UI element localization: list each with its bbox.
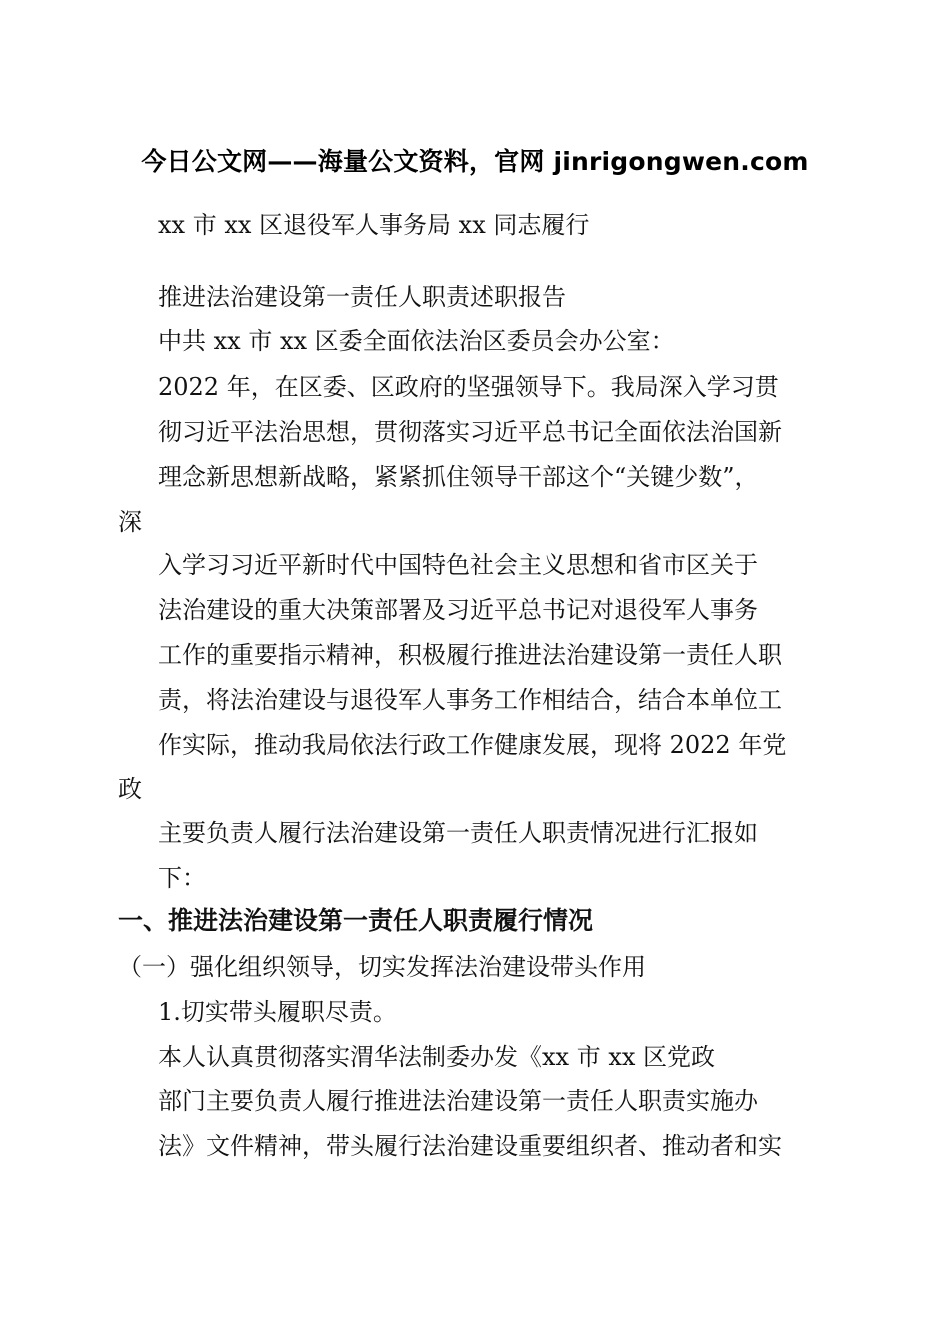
body-line: 本人认真贯彻落实渭华法制委办发《xx 市 xx 区党政 [158, 1043, 716, 1071]
body-line: 部门主要负责人履行推进法治建设第一责任人职责实施办 [158, 1087, 758, 1115]
body-line: 入学习习近平新时代中国特色社会主义思想和省市区关于 [158, 551, 758, 579]
title-line-2: 推进法治建设第一责任人职责述职报告 [158, 283, 566, 311]
body-line: 作实际，推动我局依法行政工作健康发展，现将 2022 年党 [158, 731, 787, 759]
subsection-heading: （一）强化组织领导，切实发挥法治建设带头作用 [118, 953, 646, 981]
body-line: 彻习近平法治思想，贯彻落实习近平总书记全面依法治国新 [158, 418, 782, 446]
body-line: 下： [158, 864, 206, 892]
item-heading: 1.切实带头履职尽责。 [158, 998, 397, 1026]
body-line: 深 [118, 508, 142, 536]
section-heading: 一、推进法治建设第一责任人职责履行情况 [118, 906, 594, 935]
body-line: 主要负责人履行法治建设第一责任人职责情况进行汇报如 [158, 819, 758, 847]
body-line: 政 [118, 775, 142, 803]
site-banner: 今日公文网——海量公文资料，官网 jinrigongwen.com [141, 147, 809, 176]
title-line-1: xx 市 xx 区退役军人事务局 xx 同志履行 [158, 211, 590, 239]
body-line: 责，将法治建设与退役军人事务工作相结合，结合本单位工 [158, 686, 782, 714]
body-line: 理念新思想新战略，紧紧抓住领导干部这个“关键少数”， [158, 463, 759, 491]
body-line: 法治建设的重大决策部署及习近平总书记对退役军人事务 [158, 596, 758, 624]
body-line: 2022 年，在区委、区政府的坚强领导下。我局深入学习贯 [158, 373, 779, 401]
addressee: 中共 xx 市 xx 区委全面依法治区委员会办公室： [158, 327, 675, 355]
body-line: 法》文件精神，带头履行法治建设重要组织者、推动者和实 [158, 1132, 782, 1160]
body-line: 工作的重要指示精神，积极履行推进法治建设第一责任人职 [158, 641, 782, 669]
